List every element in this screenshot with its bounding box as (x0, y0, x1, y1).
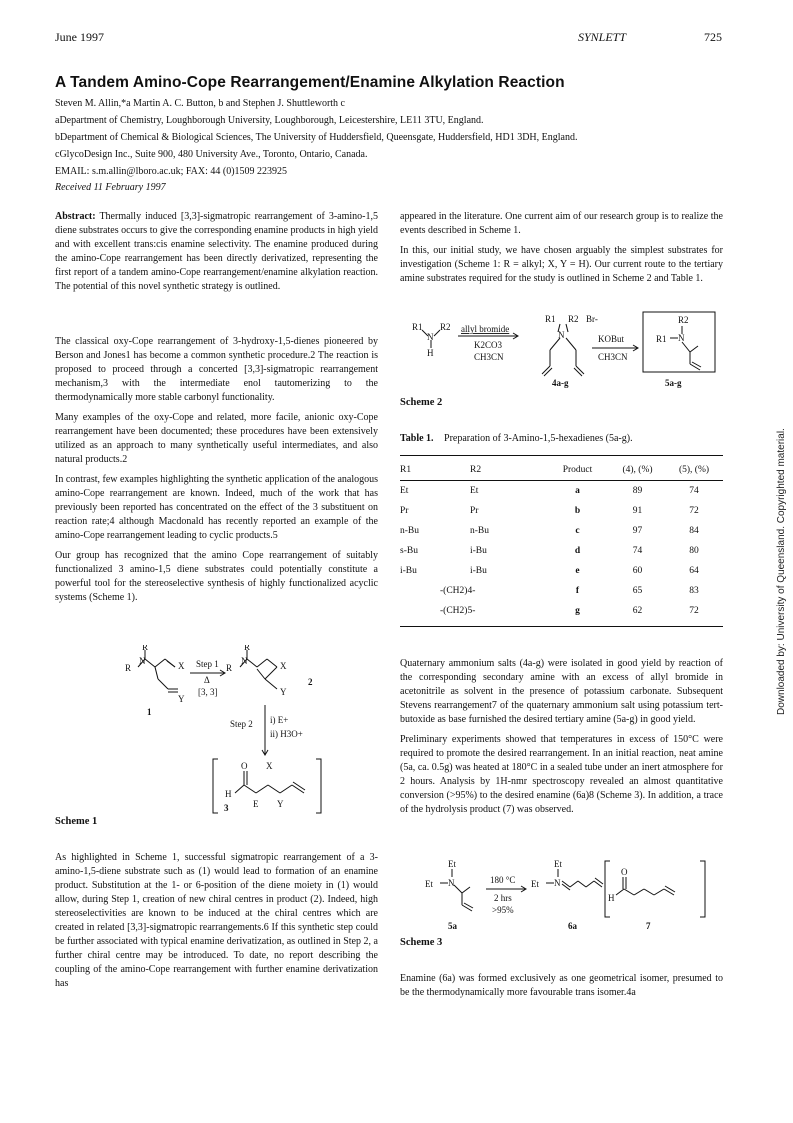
table-cell: c (575, 526, 580, 536)
paragraph: Preliminary experiments showed that temperatures in excess of 150°C were required to promote the desired rearrangement. In an initial reaction, neat amine (5a, ca. 0.5g) was heated at 180°C in a sealed tube under an inert atmosphere for 2 hours. Analysis by 1H-nmr spectroscopy revealed an almost quantitative conversion (>95%) to the desired enamine (6a)8 (Scheme 3). In addition, a trace of the hydrolysis product (7) was observed. (400, 734, 723, 815)
table-row (400, 601, 723, 621)
table-row (400, 521, 723, 541)
table-cell: a (575, 486, 580, 496)
atom-label: Y (178, 694, 185, 704)
table-1 (400, 460, 723, 621)
reagent-label: allyl bromide (461, 324, 510, 334)
paragraph: Enamine (6a) was formed exclusively as one geometrical isomer, presumed to be the thermodynamically more favourable trans isomer.4a (400, 973, 723, 998)
table-cell: 84 (689, 526, 699, 536)
abstract-text: Thermally induced [3,3]-sigmatropic rearrangement of 3-amino-1,5 diene substrates occurs to give the corresponding enamine products in high yield and with excellent trans:cis enamine selectivity. The enamine produced during the amino-Cope rearrangement has been directly derivatized, representing the first report of a tandem amino-Cope rearrangement/enamine alkylation reaction. The potential of this novel synthetic strategy is outlined. (55, 211, 378, 292)
paragraph: As highlighted in Scheme 1, successful sigmatropic rearrangement of a 3-amino-1,5-diene substrate such as (1) would lead to formation of an enamine product. Substitution at the 1- or 6-position of the diene moiety in (1) would allow, during Step 1, creation of new chiral centres in product (2). Indeed, high stereoselectivities are known to be induced at the chiral centres which are created in related [3,3]-sigmatropic rearrangements.6 If this synthetic step could be further associated with typical enamine derivatization, as outlined in Step 2, a further chiral centre may be introduced. To date, no report describing the coupling of the amino-Cope rearrangement with further enamine derivatization has (55, 852, 378, 989)
atom-label: Y (277, 799, 284, 809)
column-header: (5), (%) (678, 465, 710, 475)
table-rule (400, 455, 723, 456)
table-cell: 65 (632, 586, 643, 596)
table-cell: n-Bu (470, 526, 489, 536)
table-cell: 72 (689, 506, 699, 516)
table-row (400, 581, 723, 601)
table-label: Table 1. (400, 433, 434, 444)
atom-label: H (608, 893, 615, 903)
column-header: R1 (400, 465, 412, 475)
reagent-label: ii) H3O+ (270, 729, 303, 739)
compound-label: 7 (646, 921, 651, 931)
atom-label: R2 (678, 315, 689, 325)
table-rule (400, 626, 723, 627)
paragraph: Our group has recognized that the amino Cope rearrangement of suitably functionalized 3 amino-1,5 diene substrates could potentially constitute a powerful tool for the stereoselective synthesis of highly functionalized acyclic systems (Scheme 1). (55, 550, 378, 603)
table-cell: i-Bu (470, 546, 487, 556)
table-cell: e (575, 566, 580, 576)
right-column-intro (400, 210, 723, 292)
scheme-3-figure (420, 855, 720, 935)
atom-label: H (225, 789, 232, 799)
table-header-row (400, 460, 723, 481)
paragraph: Quaternary ammonium salts (4a-g) were isolated in good yield by reaction of the corresponding secondary amine with an excess of allyl bromide in acetonitrile as solvent in the presence of potassium carbonate. Subsequent Stevens rearrangement7 of the quaternary ammonium salt using potassium tert-butoxide as base furnished the desired tertiary amine (5a-g) in good yield. (400, 658, 723, 725)
atom-label: N (678, 333, 685, 343)
table-row (400, 561, 723, 581)
scheme-1-caption: Scheme 1 (55, 816, 98, 827)
scheme-2-caption: Scheme 2 (400, 397, 443, 408)
table-row (400, 541, 723, 561)
atom-label: N (427, 332, 434, 342)
table-cell: d (574, 546, 581, 556)
header-date: June 1997 (55, 30, 104, 44)
table-1-caption (400, 433, 633, 444)
atom-label: R1 (545, 314, 556, 324)
header-journal: SYNLETT (578, 30, 627, 44)
atom-label: R (125, 663, 132, 673)
scheme-1-discussion (55, 851, 378, 997)
compound-label: 3 (224, 803, 229, 813)
header-page-number: 725 (704, 30, 722, 44)
table-cell: 89 (632, 486, 643, 496)
atom-label: Y (280, 687, 287, 697)
atom-label: N (241, 656, 248, 666)
atom-label: Et (531, 879, 539, 889)
atom-label: N (554, 878, 561, 888)
table-cell: b (574, 506, 581, 516)
affiliation-c: cGlycoDesign Inc., Suite 900, 480 University Ave., Toronto, Ontario, Canada. (55, 149, 368, 160)
atom-label: R1 (656, 334, 667, 344)
atom-label: Et (554, 859, 562, 869)
reagent-label: CH3CN (598, 352, 628, 362)
atom-label: R2 (440, 322, 451, 332)
step-label: Step 2 (230, 719, 253, 729)
table-cell: 97 (632, 526, 643, 536)
counter-ion: Br- (586, 314, 598, 324)
table-cell: 72 (689, 606, 699, 616)
atom-label: N (448, 878, 455, 888)
download-watermark: Downloaded by: University of Queensland. Copyrighted material. (776, 428, 787, 715)
atom-label: R2 (568, 314, 579, 324)
atom-label: N (558, 330, 565, 340)
paragraph: In contrast, few examples highlighting the synthetic application of the analogous amino-Cope rearrangement are known. Indeed, much of the work that has previously been reported has concentrated on the effect of the 3 substituent on reaction rate;4 although Macdonald has recently reported an example of the amino-Cope rearrangement leading to cyclic products.5 (55, 474, 378, 541)
reagent-label: CH3CN (474, 352, 504, 362)
compound-label: 2 (308, 677, 313, 687)
received-date: Received 11 February 1997 (55, 182, 166, 193)
condition-label: [3, 3] (198, 687, 218, 697)
paragraph: In this, our initial study, we have chosen arguably the simplest substrates for investigation (Scheme 1: R = alkyl; X, Y = H). Our current route to the tertiary amine substrates required for the study is outlined in Scheme 2 and Table 1. (400, 245, 723, 284)
atom-label: H (427, 348, 434, 358)
paragraph: The classical oxy-Cope rearrangement of 3-hydroxy-1,5-dienes pioneered by Berson and Jones1 has become a common synthetic procedure.2 The reaction is proposed to proceed through a concerted [3,3]-sigmatropic rearrangement mechanism,3 with the intermediate enol tautomerizing to the thermodynamically more stable carbonyl functionality. (55, 336, 378, 403)
table-cell: 60 (632, 566, 643, 576)
table-row (400, 501, 723, 521)
table-cell: -(CH2)4- (440, 586, 476, 596)
results-conclusion (400, 972, 723, 1006)
results-text (400, 657, 723, 823)
table-cell: Pr (400, 506, 409, 516)
reagent-label: i) E+ (270, 715, 289, 725)
abstract-label: Abstract: (55, 211, 96, 222)
table-cell: 64 (689, 566, 699, 576)
condition-label: 2 hrs (494, 893, 512, 903)
intro-text (55, 335, 378, 611)
table-row (400, 481, 723, 502)
atom-label: R (244, 645, 251, 652)
atom-label: N (139, 656, 146, 666)
authors: Steven M. Allin,*a Martin A. C. Button, b and Stephen J. Shuttleworth c (55, 98, 345, 109)
atom-label: X (266, 761, 273, 771)
table-cell: g (575, 606, 580, 616)
table-cell: f (575, 586, 580, 596)
condition-label: >95% (492, 905, 514, 915)
reagent-label: K2CO3 (474, 340, 503, 350)
table-cell: 83 (689, 586, 699, 596)
scheme-2-figure (400, 310, 723, 390)
atom-label: E (253, 799, 259, 809)
atom-label: R (226, 663, 233, 673)
compound-label: 5a-g (665, 378, 682, 388)
column-header: R2 (470, 465, 482, 475)
contact-email: EMAIL: s.m.allin@lboro.ac.uk; FAX: 44 (0)1509 223925 (55, 166, 288, 177)
compound-label: 4a-g (552, 378, 569, 388)
table-title: Preparation of 3-Amino-1,5-hexadienes (5a-g). (444, 433, 633, 444)
atom-label: O (621, 867, 628, 877)
atom-label: Et (425, 879, 433, 889)
table-cell: Et (400, 486, 409, 496)
step-label: Step 1 (196, 659, 219, 669)
atom-label: X (280, 661, 287, 671)
condition-label: 180 °C (490, 875, 516, 885)
table-cell: 74 (632, 546, 643, 556)
table-cell: s-Bu (400, 546, 418, 556)
table-cell: i-Bu (470, 566, 487, 576)
atom-label: Et (448, 859, 456, 869)
abstract (55, 210, 378, 300)
paper-title: A Tandem Amino-Cope Rearrangement/Enamine Alkylation Reaction (55, 74, 565, 91)
reagent-label: KOBut (598, 334, 625, 344)
paragraph: Many examples of the oxy-Cope and related, more facile, anionic oxy-Cope rearrangement have been documented; these procedures have been extensively utilized as an approach to many synthetically useful intermediates, and also natural products.2 (55, 412, 378, 465)
compound-label: 5a (448, 921, 457, 931)
table-cell: 62 (632, 606, 643, 616)
table-cell: 80 (689, 546, 699, 556)
affiliation-a: aDepartment of Chemistry, Loughborough University, Loughborough, Leicestershire, LE11 3TU, England. (55, 115, 484, 126)
paragraph: appeared in the literature. One current aim of our research group is to realize the events described in Scheme 1. (400, 211, 723, 236)
table-cell: n-Bu (400, 526, 419, 536)
table-cell: i-Bu (400, 566, 417, 576)
compound-label: 6a (568, 921, 577, 931)
affiliation-b: bDepartment of Chemical & Biological Sciences, The University of Huddersfield, Queensgate, Huddersfield, HD1 3DH, England. (55, 132, 578, 143)
scheme-3-caption: Scheme 3 (400, 937, 443, 948)
table-cell: -(CH2)5- (440, 606, 476, 616)
atom-label: R1 (412, 322, 423, 332)
condition-label: Δ (204, 675, 210, 685)
scheme-1-figure (120, 645, 350, 830)
atom-label: X (178, 661, 185, 671)
atom-label: O (241, 761, 248, 771)
table-cell: 91 (632, 506, 643, 516)
table-cell: Et (470, 486, 479, 496)
column-header: Product (562, 465, 593, 475)
table-cell: Pr (470, 506, 479, 516)
table-cell: 74 (689, 486, 699, 496)
column-header: (4), (%) (622, 465, 653, 475)
compound-label: 1 (147, 707, 152, 717)
atom-label: R (142, 645, 149, 652)
